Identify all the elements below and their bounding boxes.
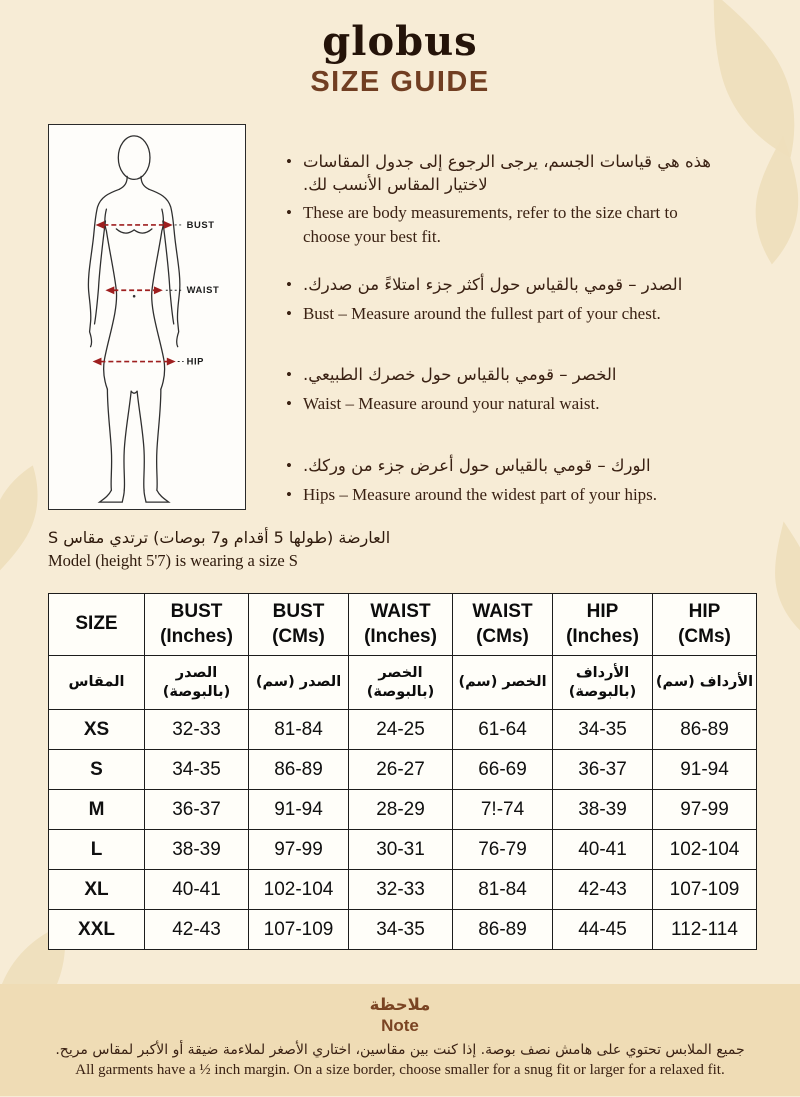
body-measurement-diagram (48, 124, 246, 510)
bullet-icon (286, 273, 292, 297)
value-cell: 34-35 (145, 750, 249, 790)
value-cell: 42-43 (553, 870, 653, 910)
value-cell: 24-25 (349, 710, 453, 750)
size-table-body (49, 710, 757, 950)
header-cell (49, 594, 145, 656)
header-line: الخصر (سم) (458, 674, 547, 691)
bullet-icon (286, 454, 292, 478)
size-table (48, 593, 757, 950)
header-line: الأرداف (سم) (655, 674, 754, 691)
header-line: (Inches) (566, 625, 639, 647)
page-title: SIZE GUIDE (310, 66, 490, 98)
size-row (49, 710, 757, 750)
header-line: SIZE (75, 613, 118, 635)
bust-label: BUST (186, 218, 215, 230)
size-cell: XL (49, 870, 145, 910)
instruction-row-ar (286, 363, 728, 387)
size-row (49, 910, 757, 950)
hip-label: HIP (186, 355, 205, 367)
value-cell: 28-29 (349, 790, 453, 830)
size-row (49, 830, 757, 870)
instruction-group (286, 363, 728, 416)
header-line: (CMs) (678, 625, 731, 647)
header-line: HIP (688, 600, 721, 622)
value-cell: 86-89 (453, 910, 553, 950)
instruction-text-en: These are body measurements, refer to the size chart to choose your best fit. (302, 203, 678, 246)
header-line: المقاس (68, 674, 125, 691)
instruction-row-ar (286, 150, 728, 196)
value-cell: 61-64 (453, 710, 553, 750)
brand-logo: globus (322, 18, 478, 65)
model-note (48, 528, 390, 571)
table-header-row (49, 594, 757, 656)
header-line: الصدر (175, 664, 218, 681)
value-cell: 40-41 (553, 830, 653, 870)
value-cell: 86-89 (653, 710, 757, 750)
bullet-icon (286, 201, 292, 225)
bullet-icon (286, 302, 292, 326)
size-cell: L (49, 830, 145, 870)
header-cell (553, 594, 653, 656)
header-line: الصدر (سم) (255, 674, 342, 691)
header-line: (بالبوصة) (568, 683, 637, 700)
instruction-text-en: Waist – Measure around your natural waist. (302, 394, 600, 414)
header-line: WAIST (370, 600, 431, 622)
body-figure (88, 136, 179, 502)
header-line: WAIST (472, 600, 533, 622)
body-figure-svg (49, 125, 245, 509)
value-cell: 42-43 (145, 910, 249, 950)
value-cell: 107-109 (249, 910, 349, 950)
value-cell: 30-31 (349, 830, 453, 870)
size-cell: M (49, 790, 145, 830)
header-cell (453, 594, 553, 656)
instruction-row-en (286, 201, 728, 249)
header-line: (بالبوصة) (366, 683, 435, 700)
bust-measure-line (96, 221, 184, 229)
instruction-group (286, 273, 728, 326)
instruction-row-en (286, 392, 728, 416)
header-line: BUST (170, 600, 223, 622)
value-cell: 36-37 (553, 750, 653, 790)
value-cell: 44-45 (553, 910, 653, 950)
bullet-icon (286, 483, 292, 507)
header-cell (349, 594, 453, 656)
size-cell: XS (49, 710, 145, 750)
value-cell: 102-104 (653, 830, 757, 870)
bullet-icon (286, 363, 292, 387)
note-body-ar: جميع الملابس تحتوي على هامش نصف بوصة. إذا كنت بين مقاسين، اختاري الأصغر لملاءمة ضيقة أو الأكبر لمقاس مريح. (55, 1042, 745, 1058)
value-cell: 112-114 (653, 910, 757, 950)
value-cell: 38-39 (145, 830, 249, 870)
value-cell: 102-104 (249, 870, 349, 910)
value-cell: 38-39 (553, 790, 653, 830)
model-note-en: Model (height 5'7) is wearing a size S (48, 551, 298, 570)
note-section (0, 984, 800, 1096)
value-cell: 107-109 (653, 870, 757, 910)
instruction-text-en: Hips – Measure around the widest part of your hips. (302, 484, 658, 504)
note-title-ar: ملاحظة (369, 995, 431, 1014)
value-cell: 34-35 (349, 910, 453, 950)
header-line: (CMs) (476, 625, 529, 647)
instruction-row-ar (286, 454, 728, 478)
instruction-text-ar: هذه هي قياسات الجسم، يرجى الرجوع إلى جدول المقاسات لاختيار المقاس الأنسب لك. (302, 152, 711, 195)
value-cell: 97-99 (249, 830, 349, 870)
header-cell (249, 656, 349, 710)
hip-measure-line (93, 358, 184, 366)
header-cell (349, 656, 453, 710)
instruction-text-ar: الورك – قومي بالقياس حول أعرض جزء من وركك. (302, 455, 651, 475)
header-line: (بالبوصة) (162, 683, 231, 700)
header-cell (145, 656, 249, 710)
instructions-list (286, 150, 728, 545)
header-line: الخصر (378, 664, 423, 681)
bullet-icon (286, 392, 292, 416)
table-header-row (49, 656, 757, 710)
instruction-row-ar (286, 273, 728, 297)
value-cell: 81-84 (453, 870, 553, 910)
header-line: BUST (272, 600, 325, 622)
header-line: (Inches) (364, 625, 437, 647)
note-title-en: Note (381, 1016, 419, 1035)
header-cell (453, 656, 553, 710)
header-cell (553, 656, 653, 710)
instruction-text-ar: الصدر – قومي بالقياس حول أكثر جزء امتلاءً من صدرك. (302, 274, 683, 294)
value-cell: 34-35 (553, 710, 653, 750)
header-cell (653, 656, 757, 710)
value-cell: 86-89 (249, 750, 349, 790)
header-line: HIP (586, 600, 619, 622)
header-cell (145, 594, 249, 656)
header-line: الأرداف (575, 664, 630, 681)
value-cell: 32-33 (145, 710, 249, 750)
waist-measure-line (105, 286, 183, 294)
instruction-group (286, 454, 728, 507)
instruction-text-en: Bust – Measure around the fullest part of your chest. (302, 303, 661, 323)
model-note-ar: العارضة (طولها 5 أقدام و7 بوصات) ترتدي مقاس S (48, 528, 391, 547)
size-table-head (49, 594, 757, 710)
size-cell: S (49, 750, 145, 790)
size-cell: XXL (49, 910, 145, 950)
value-cell: 66-69 (453, 750, 553, 790)
note-body-en: All garments have a ½ inch margin. On a size border, choose smaller for a snug fit or larger for a relaxed fit. (75, 1062, 725, 1078)
value-cell: 81-84 (249, 710, 349, 750)
header-cell (249, 594, 349, 656)
instruction-row-en (286, 302, 728, 326)
value-cell: 97-99 (653, 790, 757, 830)
header (0, 0, 800, 99)
value-cell: 76-79 (453, 830, 553, 870)
header-line: (CMs) (272, 625, 325, 647)
value-cell: 91-94 (653, 750, 757, 790)
instruction-group (286, 150, 728, 249)
waist-label: WAIST (186, 284, 220, 296)
instruction-text-ar: الخصر – قومي بالقياس حول خصرك الطبيعي. (302, 365, 617, 385)
value-cell: 36-37 (145, 790, 249, 830)
header-cell (49, 656, 145, 710)
value-cell: 32-33 (349, 870, 453, 910)
size-row (49, 750, 757, 790)
value-cell: 7!-74 (453, 790, 553, 830)
value-cell: 26-27 (349, 750, 453, 790)
header-line: (Inches) (160, 625, 233, 647)
header-cell (653, 594, 757, 656)
bullet-icon (286, 150, 292, 174)
size-row (49, 790, 757, 830)
size-row (49, 870, 757, 910)
value-cell: 91-94 (249, 790, 349, 830)
instruction-row-en (286, 483, 728, 507)
value-cell: 40-41 (145, 870, 249, 910)
